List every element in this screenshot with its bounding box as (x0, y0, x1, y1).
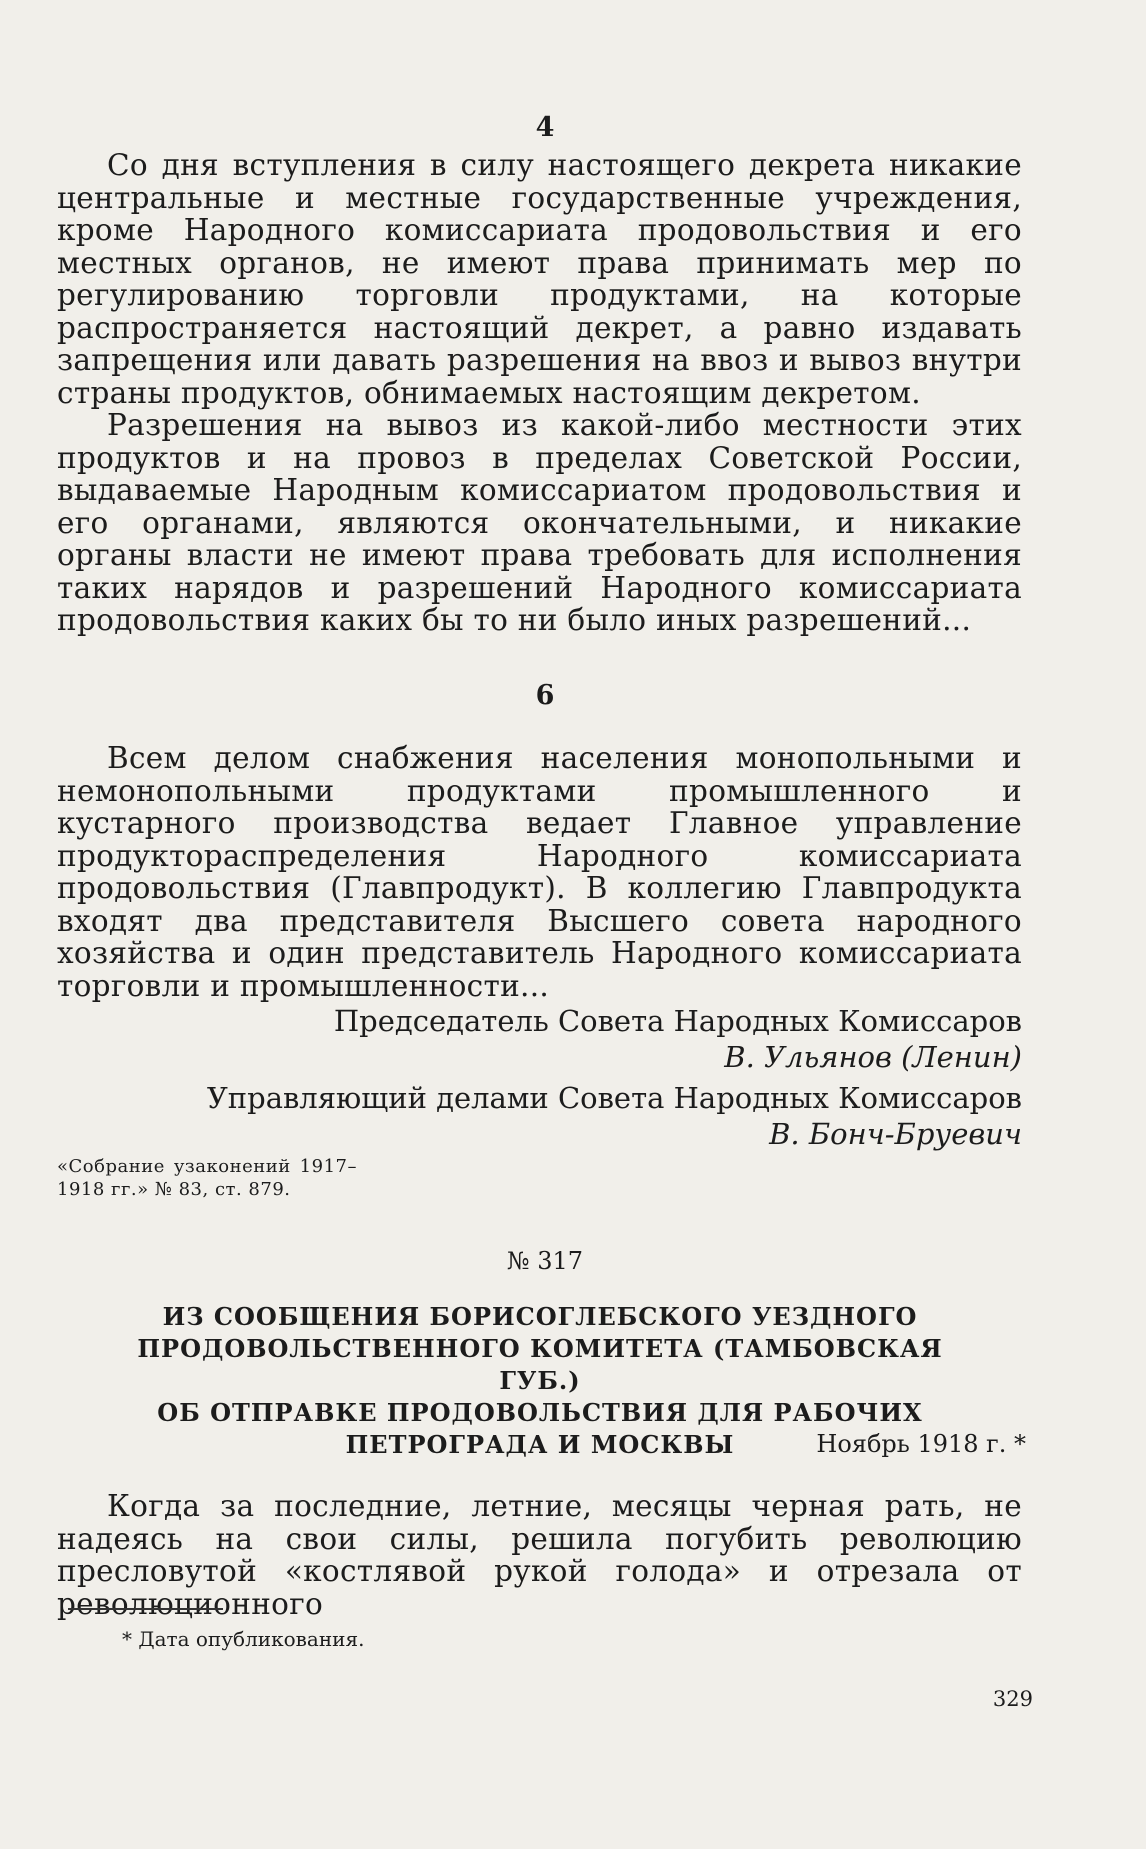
section-number-6: 6 (535, 680, 555, 711)
signature-block-manager (207, 1080, 1022, 1152)
heading-line: ОБ ОТПРАВКЕ ПРОДОВОЛЬСТВИЯ ДЛЯ РАБОЧИХ (157, 1398, 923, 1427)
heading-line: ИЗ СООБЩЕНИЯ БОРИСОГЛЕБСКОГО УЕЗДНОГО (162, 1302, 918, 1331)
heading-line: ПРОДОВОЛЬСТВЕННОГО КОМИТЕТА (ТАМБОВСКАЯ ГУБ.) (137, 1334, 943, 1395)
footnote: * Дата опубликования. (122, 1627, 365, 1651)
section-number-4: 4 (535, 112, 555, 143)
paragraph-317: Когда за последние, летние, месяцы черная рать, не надеясь на свои силы, решила погубить революцию пресловутой «костлявой рукой голода» и отрезала от революционного (57, 1489, 1022, 1621)
report-text (57, 1490, 1022, 1620)
decree-text-section-4 (57, 149, 1022, 637)
signer-title: Председатель Совета Народных Комиссаров (333, 1004, 1022, 1038)
document-date: Ноябрь 1918 г. * (816, 1430, 1026, 1458)
signer-name: В. Ульянов (Ленин) (724, 1040, 1022, 1074)
source-citation: «Собрание узаконений 1917–1918 гг.» № 83, ст. 879. (57, 1156, 357, 1200)
decree-text-section-6 (57, 742, 1022, 1002)
paragraph-4b: Разрешения на вывоз из какой-либо местности этих продуктов и на провоз в пределах Советской России, выдаваемые Народным комиссариатом продовольствия и его органами, являются окончательными, и никакие органы власти не имеют права требовать для исполнения таких нарядов и разрешений Народного комиссариата продовольствия каких бы то ни было иных разрешений... (57, 408, 1022, 637)
signer-title: Управляющий делами Совета Народных Комиссаров (206, 1081, 1022, 1115)
signature-block-chairman (334, 1003, 1022, 1075)
paragraph-4a: Со дня вступления в силу настоящего декрета никакие центральные и местные государственные учреждения, кроме Народного комиссариата продовольствия и его местных органов, не имеют права принимать мер по регулированию торговли продуктами, на которые распространяется настоящий декрет, а равно издавать запрещения или давать разрешения на ввоз и вывоз внутри страны продуктов, обнимаемых настоящим декретом. (57, 148, 1022, 410)
footnote-rule (68, 1608, 223, 1610)
page-number: 329 (992, 1687, 1033, 1711)
heading-line: ПЕТРОГРАДА И МОСКВЫ (345, 1430, 735, 1459)
signer-name: В. Бонч-Бруевич (769, 1117, 1022, 1151)
paragraph-6: Всем делом снабжения населения монопольными и немонопольными продуктами промышленного и кустарного производства ведает Главное управление продукторaспределения Народного комиссариата продовольствия (Главпродукт). В коллегию Главпродукта входят два представителя Высшего совета народного хозяйства и один представитель Народного комиссариата торговли и промышленности... (57, 741, 1022, 1003)
document-number: № 317 (506, 1247, 584, 1275)
